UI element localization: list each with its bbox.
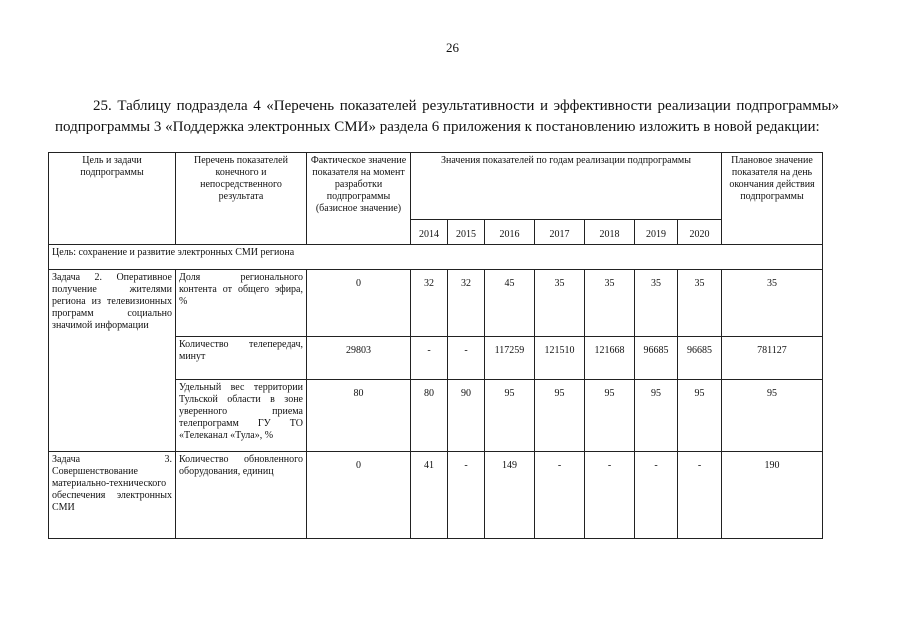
header-year: 2020 xyxy=(678,220,722,245)
header-year: 2014 xyxy=(411,220,448,245)
year-value: 95 xyxy=(635,380,678,452)
year-value: - xyxy=(448,337,485,380)
goal-text: Цель: сохранение и развитие электронных СМИ региона xyxy=(49,245,823,270)
page-number: 26 xyxy=(446,40,459,55)
year-value: 32 xyxy=(448,270,485,337)
year-value: - xyxy=(678,452,722,539)
base-value: 0 xyxy=(307,452,411,539)
year-value: - xyxy=(411,337,448,380)
year-value: 80 xyxy=(411,380,448,452)
planned-value: 190 xyxy=(722,452,823,539)
year-value: 35 xyxy=(585,270,635,337)
year-value: 45 xyxy=(485,270,535,337)
task-2-label: Задача 2. Оперативное получение жителями региона из телевизионных программ социально значимой информации xyxy=(49,270,176,452)
goal-row xyxy=(49,245,823,270)
indicator-name: Доля регионального контента от общего эфира, % xyxy=(176,270,307,337)
year-value: - xyxy=(448,452,485,539)
year-value: 32 xyxy=(411,270,448,337)
indicators-table xyxy=(48,152,823,539)
header-year: 2015 xyxy=(448,220,485,245)
header-indicators: Перечень показателей конечного и непосредственного результата xyxy=(176,153,307,245)
year-value: 35 xyxy=(535,270,585,337)
planned-value: 781127 xyxy=(722,337,823,380)
year-value: - xyxy=(585,452,635,539)
planned-value: 95 xyxy=(722,380,823,452)
year-value: - xyxy=(635,452,678,539)
intro-paragraph: 25. Таблицу подраздела 4 «Перечень показателей результативности и эффективности реализации подпрограммы» подпрограммы 3 «Поддержка электронных СМИ» раздела 6 приложения к постановлению изложить в новой редакции: xyxy=(55,98,839,135)
header-goal: Цель и задачи подпрограммы xyxy=(49,153,176,245)
planned-value: 35 xyxy=(722,270,823,337)
table-row xyxy=(49,270,823,337)
header-row xyxy=(49,153,823,220)
year-value: 149 xyxy=(485,452,535,539)
year-value: 35 xyxy=(635,270,678,337)
indicator-name: Удельный вес территории Тульской области в зоне уверенного приема телепрограмм ГУ ТО «Телеканал «Тула», % xyxy=(176,380,307,452)
header-values-by-year: Значения показателей по годам реализации подпрограммы xyxy=(411,153,722,220)
header-year: 2017 xyxy=(535,220,585,245)
year-value: 95 xyxy=(485,380,535,452)
year-value: 41 xyxy=(411,452,448,539)
table-row xyxy=(49,452,823,539)
base-value: 29803 xyxy=(307,337,411,380)
header-actual-value: Фактическое значение показателя на момент разработки подпрограммы (базисное значение) xyxy=(307,153,411,245)
indicator-name: Количество телепередач, минут xyxy=(176,337,307,380)
header-year: 2016 xyxy=(485,220,535,245)
year-value: 117259 xyxy=(485,337,535,380)
base-value: 80 xyxy=(307,380,411,452)
year-value: 121668 xyxy=(585,337,635,380)
year-value: 96685 xyxy=(678,337,722,380)
year-value: 96685 xyxy=(635,337,678,380)
year-value: 95 xyxy=(585,380,635,452)
year-value: 90 xyxy=(448,380,485,452)
year-value: 121510 xyxy=(535,337,585,380)
header-year: 2018 xyxy=(585,220,635,245)
header-year: 2019 xyxy=(635,220,678,245)
year-value: 95 xyxy=(678,380,722,452)
year-value: 95 xyxy=(535,380,585,452)
year-value: 35 xyxy=(678,270,722,337)
year-value: - xyxy=(535,452,585,539)
task-3-label: Задача 3. Совершенствование материально-технического обеспечения электронных СМИ xyxy=(49,452,176,539)
header-planned-value: Плановое значение показателя на день окончания действия подпрограммы xyxy=(722,153,823,245)
indicator-name: Количество обновленного оборудования, единиц xyxy=(176,452,307,539)
base-value: 0 xyxy=(307,270,411,337)
